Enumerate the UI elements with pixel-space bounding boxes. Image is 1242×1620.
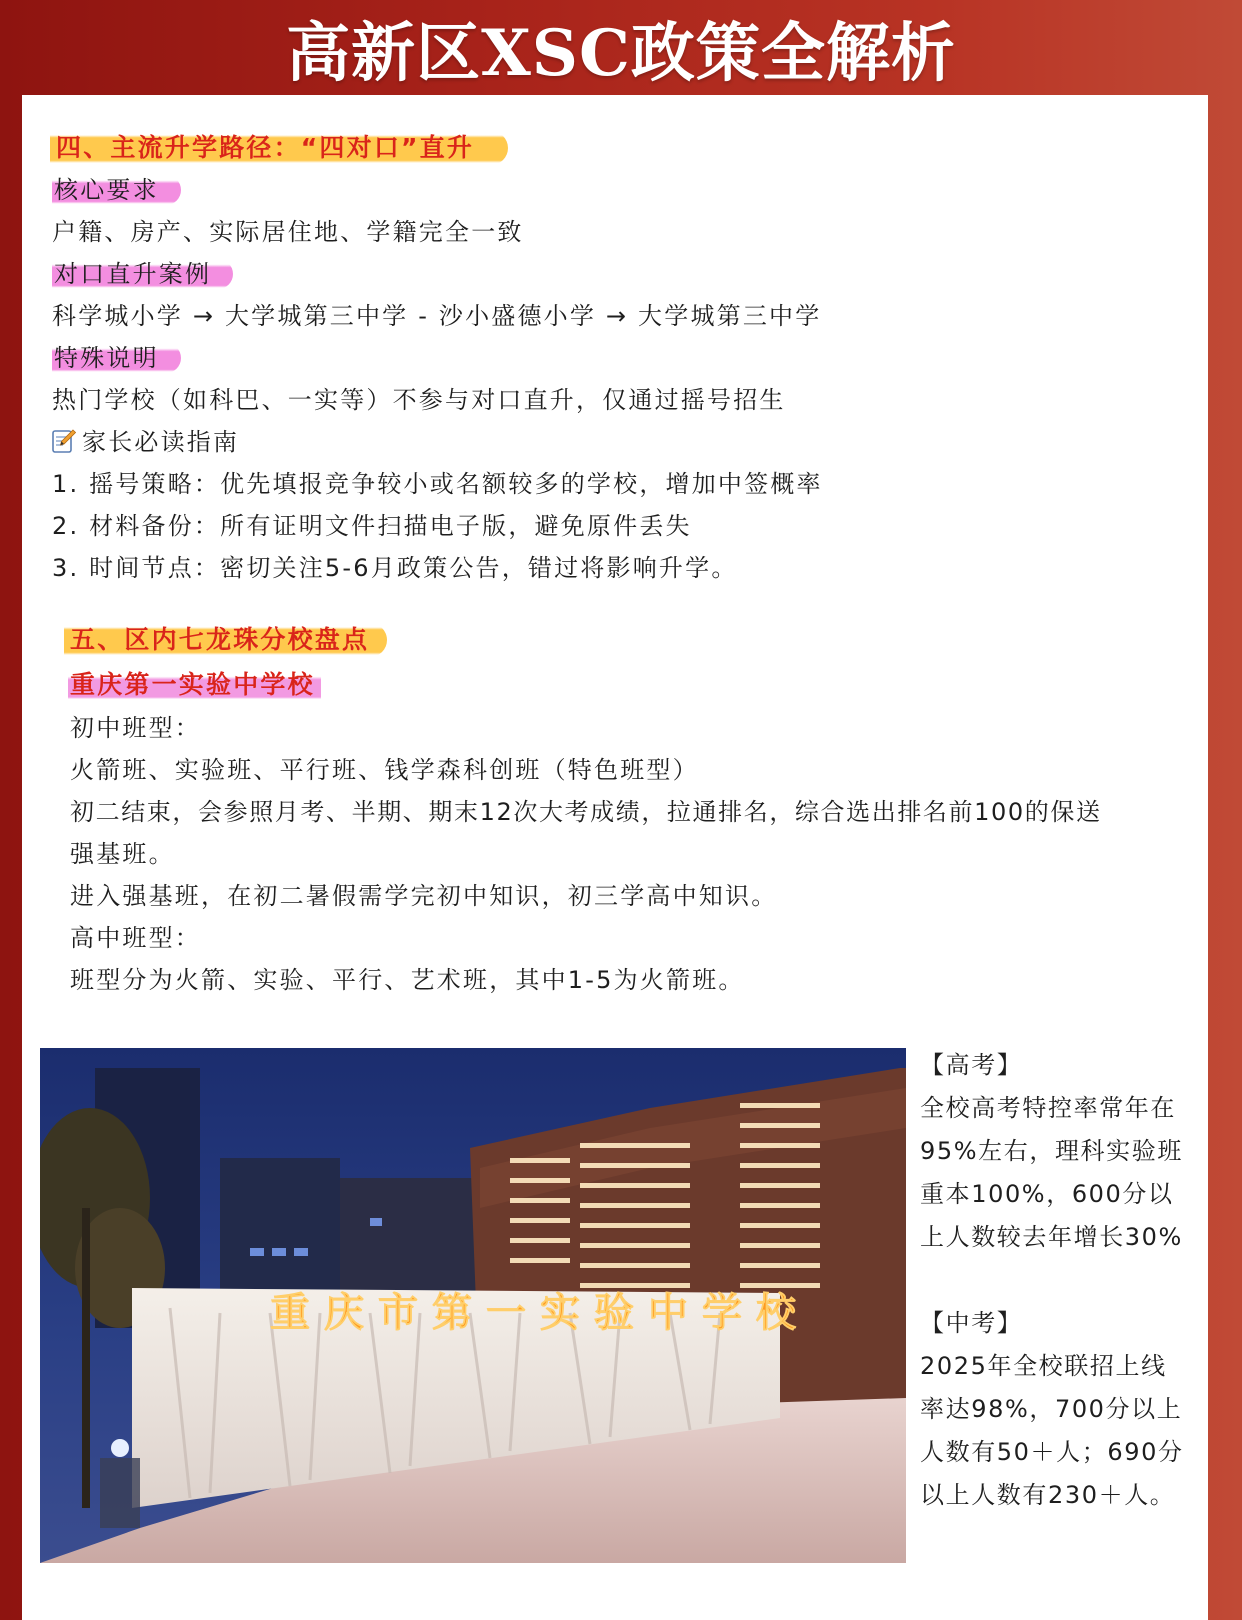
case-label: 对口直升案例: [52, 259, 233, 289]
note-text: 热门学校（如科巴、一实等）不参与对口直升，仅通过摇号招生: [52, 386, 786, 414]
section5-heading: 五、区内七龙珠分校盘点: [64, 623, 387, 657]
zhongkao-line-2: 率达98%，700分以上: [920, 1395, 1183, 1423]
core-label: 核心要求: [52, 175, 181, 205]
gaokao-line-1: 全校高考特控率常年在: [920, 1094, 1176, 1122]
guide-label: 家长必读指南: [82, 428, 240, 456]
case-label-row: [52, 259, 233, 289]
core-label-row: [52, 175, 181, 205]
school-line-2: 火箭班、实验班、平行班、钱学森科创班（特色班型）: [70, 756, 699, 784]
school-line-5: 进入强基班，在初二暑假需学完初中知识，初三学高中知识。: [70, 882, 778, 910]
school-line-1: 初中班型：: [70, 714, 201, 742]
section5-heading-row: [64, 623, 387, 657]
gaokao-line-2: 95%左右，理科实验班: [920, 1137, 1183, 1165]
case-text: 科学城小学 → 大学城第三中学 - 沙小盛德小学 → 大学城第三中学: [52, 302, 822, 330]
gaokao-line-3: 重本100%，600分以: [920, 1180, 1174, 1208]
school-gate-photo: [40, 1048, 906, 1563]
section4-heading: 四、主流升学路径：“四对口”直升: [50, 131, 508, 165]
guide-item-2: 2. 材料备份：所有证明文件扫描电子版，避免原件丢失: [52, 512, 692, 540]
zhongkao-label: 【中考】: [920, 1309, 1023, 1337]
gate-sign-text: 重庆市第一实验中学校: [270, 1289, 810, 1336]
school-line-6: 高中班型：: [70, 924, 201, 952]
guide-label-row: [52, 427, 239, 457]
school-line-4: 强基班。: [70, 840, 175, 868]
memo-icon: [52, 428, 76, 454]
gaokao-label: 【高考】: [920, 1051, 1023, 1079]
school-line-7: 班型分为火箭、实验、平行、艺术班，其中1-5为火箭班。: [70, 966, 745, 994]
school-name: 重庆第一实验中学校: [68, 670, 321, 700]
zhongkao-line-1: 2025年全校联招上线: [920, 1352, 1167, 1380]
page-title: 高新区XSC政策全解析: [286, 15, 956, 91]
guide-item-3: 3. 时间节点：密切关注5-6月政策公告，错过将影响升学。: [52, 554, 738, 582]
school-name-row: [68, 670, 321, 700]
zhongkao-line-4: 以上人数有230＋人。: [920, 1481, 1176, 1509]
section4-heading-row: [50, 131, 508, 165]
note-label: 特殊说明: [52, 343, 181, 373]
gaokao-line-4: 上人数较去年增长30%: [920, 1223, 1183, 1251]
core-text: 户籍、房产、实际居住地、学籍完全一致: [52, 218, 524, 246]
guide-item-1: 1. 摇号策略：优先填报竞争较小或名额较多的学校，增加中签概率: [52, 470, 823, 498]
note-label-row: [52, 343, 181, 373]
school-line-3: 初二结束，会参照月考、半期、期末12次大考成绩，拉通排名，综合选出排名前100的保送: [70, 798, 1102, 826]
zhongkao-line-3: 人数有50＋人；690分: [920, 1438, 1184, 1466]
